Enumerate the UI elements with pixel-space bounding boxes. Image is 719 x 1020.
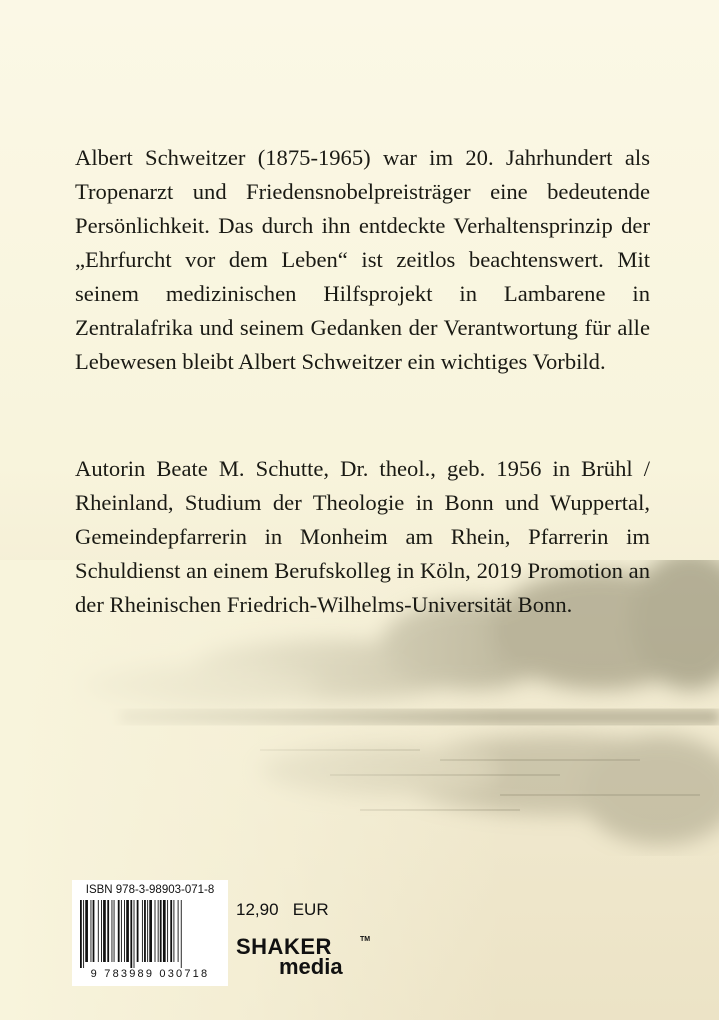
isbn-label: ISBN 978-3-98903-071-8 [85, 884, 215, 896]
barcode-bar [114, 900, 115, 962]
barcode-bar [137, 900, 139, 962]
barcode-bar [121, 900, 122, 962]
isbn-barcode [72, 880, 228, 986]
barcode-bar [98, 900, 99, 962]
barcode-bar [160, 900, 162, 962]
barcode-bar [93, 900, 95, 962]
barcode-bar [158, 900, 159, 962]
barcode-bar [142, 900, 143, 962]
author-bio: Autorin Beate M. Schutte, Dr. theol., geb. 1956 in Brühl / Rheinland, Studium der Theologie in Bonn und Wuppertal, Gemeindepfarrerin in Monheim am Rhein, Pfarrerin im Schuldienst an einem Berufskolleg in Köln, 2019 Promotion an der Rheinischen Friedrich-Wilhelms-Universität Bonn. [75, 456, 650, 617]
barcode-number: 9 783989 030718 [90, 968, 210, 980]
barcode-bar [118, 900, 120, 962]
barcode-bar [155, 900, 156, 962]
logo-line2: media [279, 954, 343, 979]
barcode-bar [144, 900, 146, 962]
barcode-bar [83, 900, 84, 968]
barcode-bar [124, 900, 125, 962]
barcode-bar [163, 900, 166, 962]
barcode-bar [181, 900, 182, 968]
price [236, 900, 329, 920]
price-currency: EUR [292, 900, 329, 919]
barcode-bar [149, 900, 152, 962]
barcode-bar [85, 900, 88, 962]
logo-line1: SHAKER [236, 934, 332, 959]
barcode-bar [112, 900, 113, 962]
barcode-bar [126, 900, 129, 962]
barcode-bar [170, 900, 172, 962]
price-amount: 12,90 [236, 900, 279, 919]
barcode-bar [147, 900, 148, 962]
barcode-bar [107, 900, 109, 962]
barcode-bar [80, 900, 82, 968]
book-description: Albert Schweitzer (1875-1965) war im 20. Jahrhundert als Tropenarzt und Friedensnobelpreisträger eine bedeutende Persönlichkeit. Das durch ihn entdeckte Verhaltensprinzip der „Ehrfurcht vor dem Leben“ ist zeitlos beachtenswert. Mit seinem medizinischen Hilfsprojekt in Lambarene in Zentralafrika und seinem Gedanken der Verantwortung für alle Lebewesen bleibt Albert Schweitzer ein wichtiges Vorbild. [75, 145, 650, 374]
barcode-bar [103, 900, 106, 962]
barcode-bar [173, 900, 174, 962]
barcode-bar [178, 900, 179, 962]
logo-tm: TM [360, 936, 371, 943]
shaker-media-logo [236, 936, 376, 982]
barcode-bar [91, 900, 92, 962]
barcode-bar [130, 900, 132, 968]
barcode-bar [134, 900, 135, 968]
barcode-bars [80, 900, 220, 968]
barcode-bar [101, 900, 102, 962]
barcode-bar [167, 900, 168, 962]
